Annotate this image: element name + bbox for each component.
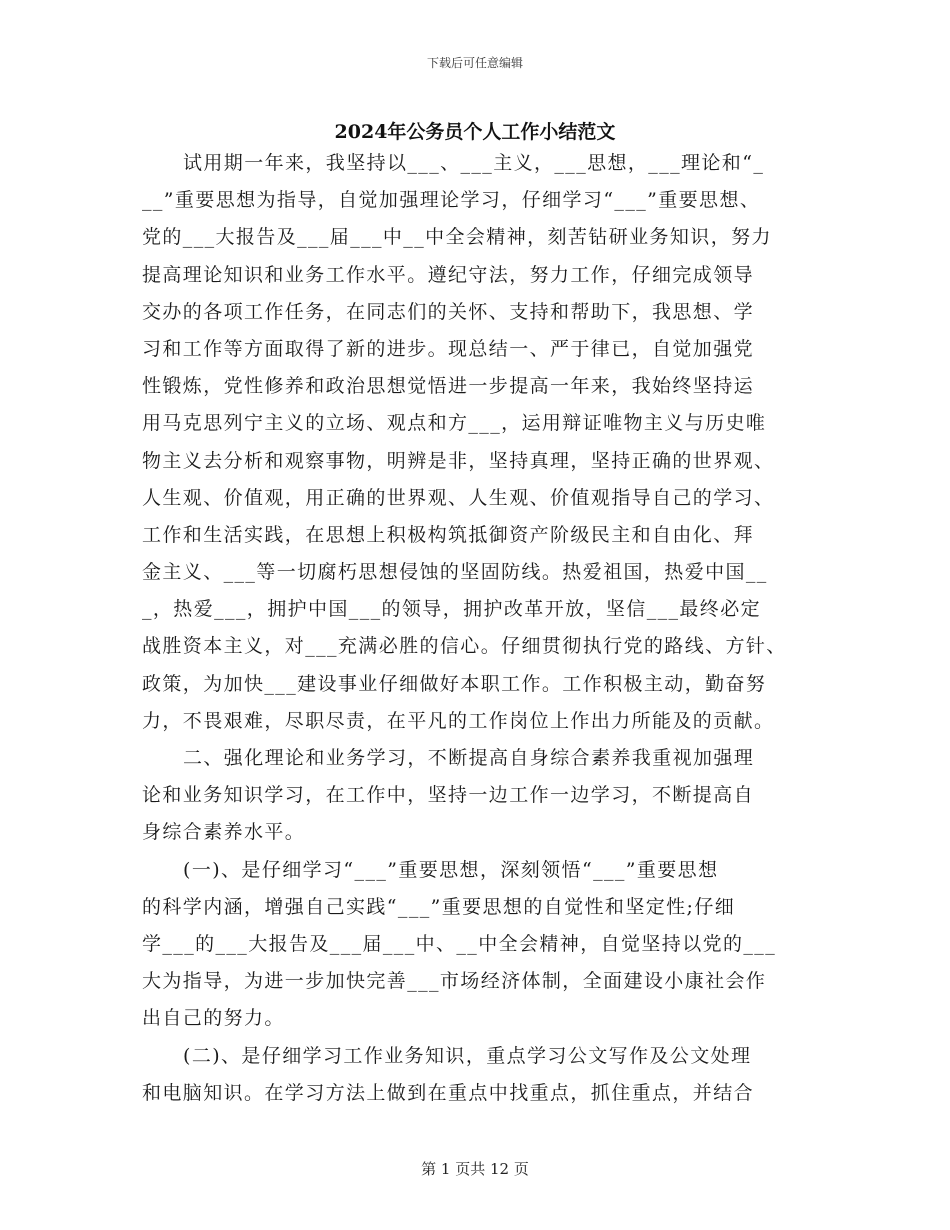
body-line: 工作和生活实践，在思想上积极构筑抵御资产阶级民主和自由化、拜 [142, 523, 755, 546]
body-line: 的科学内涵，增强自己实践“___”重要思想的自觉性和坚定性;仔细 [142, 895, 736, 918]
body-line: 性锻炼，党性修养和政治思想觉悟进一步提高一年来，我始终坚持运 [142, 375, 755, 398]
body-line: 人生观、价值观，用正确的世界观、人生观、价值观指导自己的学习、 [142, 486, 775, 509]
body-line: 政策，为加快___建设事业仔细做好本职工作。工作积极主动，勤奋努 [142, 672, 767, 695]
body-line: __”重要思想为指导，自觉加强理论学习，仔细学习“___”重要思想、 [142, 189, 761, 212]
body-line: _，热爱___，拥护中国___的领导，拥护改革开放，坚信___最终必定 [142, 598, 762, 621]
body-line: (一)、是仔细学习“___”重要思想，深刻领悟“___”重要思想 [183, 858, 719, 881]
body-line: 物主义去分析和观察事物，明辨是非，坚持真理，坚持正确的世界观、 [142, 449, 775, 472]
body-line: 用马克思列宁主义的立场、观点和方___，运用辩证唯物主义与历史唯 [142, 412, 767, 435]
document-body [142, 145, 814, 1112]
body-line: 力，不畏艰难，尽职尽责，在平凡的工作岗位上作出力所能及的贡献。 [142, 709, 775, 732]
body-line: 交办的各项工作任务，在同志们的关怀、支持和帮助下，我思想、学 [142, 300, 755, 323]
body-line: 习和工作等方面取得了新的进步。现总结一、严于律已，自觉加强党 [142, 337, 755, 360]
body-line: 试用期一年来，我坚持以___、___主义，___思想，___理论和“_ [183, 152, 765, 174]
body-line: 学___的___大报告及___届___中、__中全会精神，自觉坚持以党的___ [142, 932, 777, 955]
body-line: 论和业务知识学习，在工作中，坚持一边工作一边学习，不断提高自 [142, 784, 755, 807]
body-line: 和电脑知识。在学习方法上做到在重点中找重点，抓住重点，并结合 [142, 1081, 755, 1104]
body-line: (二)、是仔细学习工作业务知识，重点学习公文写作及公文处理 [183, 1044, 752, 1067]
body-line: 身综合素养水平。 [142, 821, 306, 844]
body-line: 提高理论知识和业务工作水平。遵纪守法，努力工作，仔细完成领导 [142, 263, 755, 286]
body-line: 二、强化理论和业务学习，不断提高自身综合素养我重视加强理 [183, 747, 755, 769]
header-note: 下载后可任意编辑 [426, 56, 523, 70]
body-line: 党的___大报告及___届___中__中全会精神，刻苦钻研业务知识，努力 [142, 226, 772, 249]
document-title: 2024年公务员个人工作小结范文 [334, 121, 616, 143]
body-line: 大为指导，为进一步加快完善___市场经济体制，全面建设小康社会作 [142, 970, 767, 993]
body-line: 战胜资本主义，对___充满必胜的信心。仔细贯彻执行党的路线、方针、 [142, 635, 787, 658]
body-line: 金主义、___等一切腐朽思想侵蚀的坚固防线。热爱祖国，热爱中国__ [142, 561, 768, 584]
page-number-footer: 第 1 页共 12 页 [421, 1160, 529, 1178]
body-line: 出自己的努力。 [142, 1007, 285, 1030]
